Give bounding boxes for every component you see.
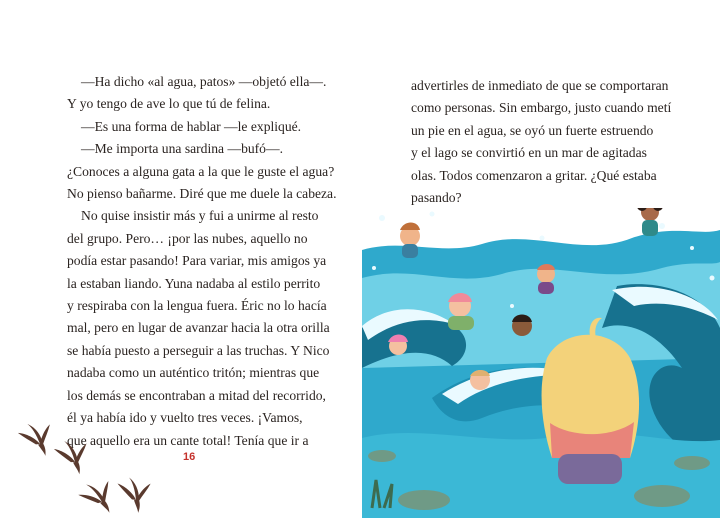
text-line: —Me importa una sardina —bufó—. — [81, 141, 283, 157]
text-line: pasando? — [411, 190, 462, 206]
lily-pad — [368, 450, 396, 462]
text-line: ¿Conoces a alguna gata a la que le guste el agua? — [67, 163, 335, 179]
text-line: un pie en el agua, se oyó un fuerte estruendo — [411, 122, 654, 138]
right-page-text — [411, 75, 671, 209]
text-line: y respiraba con la lengua fuera. Éric no lo hacía — [67, 298, 327, 314]
footprint-icon — [76, 474, 123, 515]
text-line: Y yo tengo de ave lo que tú de felina. — [67, 96, 271, 112]
page-number: 16 — [183, 451, 196, 463]
child-figure — [512, 315, 532, 337]
lake-waves-illustration — [362, 208, 720, 518]
text-line: como personas. Sin embargo, justo cuando metí — [411, 100, 672, 116]
right-page — [360, 0, 720, 518]
text-line: No quise insistir más y fui a unirme al resto — [81, 208, 319, 224]
text-line: del grupo. Pero… ¡por las nubes, aquello no — [67, 230, 308, 246]
lily-pad — [398, 490, 450, 510]
footprint-icon — [117, 476, 153, 515]
text-line: podía estar pasando! Para variar, mis amigos ya — [67, 253, 327, 269]
text-line: mal, pero en lugar de avanzar hacia la otra orilla — [67, 320, 330, 336]
left-page-text — [67, 71, 337, 452]
text-line: nadaba como un auténtico tritón; mientras que — [67, 365, 320, 381]
text-line: No pienso bañarme. Diré que me duele la cabeza. — [67, 186, 337, 202]
text-line: advertirles de inmediato de que se comportaran — [411, 78, 669, 93]
child-figure — [470, 370, 490, 390]
text-line: olas. Todos comenzaron a gritar. ¿Qué estaba — [411, 167, 657, 183]
text-line: que aquello era un cante total! Tenía que ir a — [67, 432, 309, 448]
footprint-icon — [53, 436, 94, 479]
text-line: —Es una forma de hablar —le expliqué. — [81, 118, 302, 134]
footprints-decoration — [12, 420, 162, 515]
text-line: él ya había ido y vuelto tres veces. ¡Vamos, — [67, 410, 303, 426]
lily-pad — [674, 456, 710, 470]
footprint-icon — [16, 420, 59, 462]
child-figure — [400, 223, 420, 259]
child-figure — [537, 264, 555, 294]
text-line: —Ha dicho «al agua, patos» —objetó ella—. — [81, 74, 327, 89]
text-line: los demás se encontraban a mitad del recorrido, — [67, 387, 326, 403]
text-line: la estaban liando. Yuna nadaba al estilo perrito — [67, 275, 321, 291]
text-line: se había puesto a perseguir a las truchas. Y Nico — [67, 342, 330, 358]
lily-pad — [634, 485, 690, 507]
text-line: y el lago se convirtió en un mar de agitadas — [411, 145, 647, 161]
